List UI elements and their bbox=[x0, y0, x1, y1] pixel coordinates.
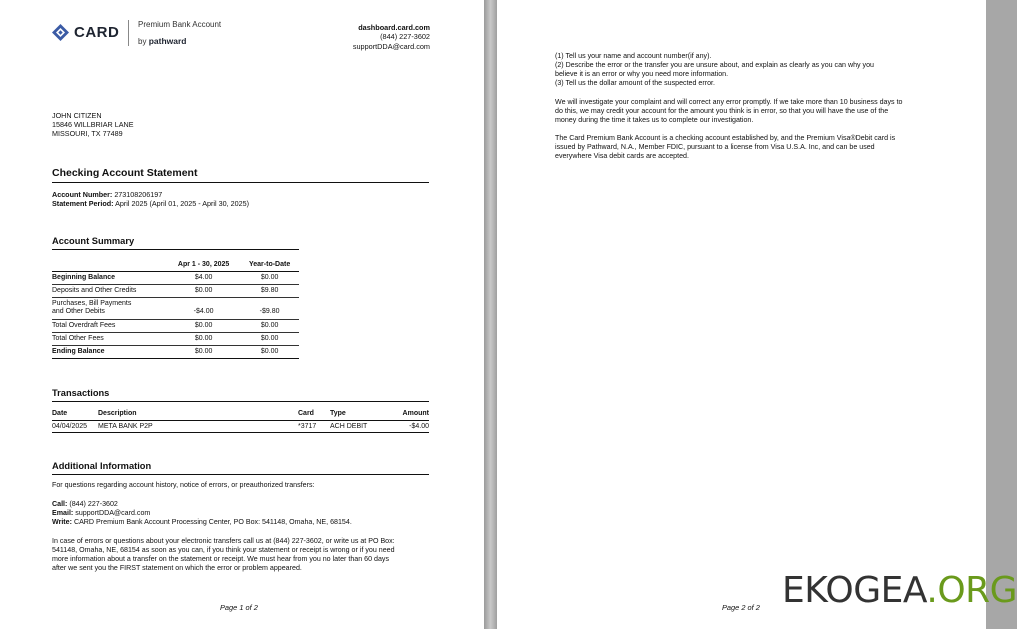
additional-intro: For questions regarding account history, notice of errors, or preauthorized transfers: bbox=[52, 481, 315, 489]
summary-header-period: Apr 1 - 30, 2025 bbox=[167, 259, 240, 271]
table-row bbox=[52, 284, 299, 297]
call-value: (844) 227-3602 bbox=[69, 500, 118, 508]
errors-paragraph bbox=[52, 537, 432, 573]
write-value: CARD Premium Bank Account Processing Center, PO Box: 541148, Omaha, NE, 68154. bbox=[73, 517, 352, 526]
account-number: 273108206197 bbox=[114, 190, 163, 199]
list-item: (3) Tell us the dollar amount of the suspected error. bbox=[555, 78, 715, 87]
summary-ytd-value: $0.00 bbox=[240, 271, 299, 284]
error-steps-list bbox=[555, 52, 940, 88]
account-summary-title: Account Summary bbox=[52, 236, 299, 250]
contact-methods bbox=[52, 500, 432, 527]
page-gutter bbox=[484, 0, 497, 629]
logo-divider bbox=[128, 20, 129, 46]
account-summary-table bbox=[52, 259, 299, 359]
summary-period-value: -$4.00 bbox=[167, 297, 240, 319]
statement-page-2 bbox=[497, 0, 986, 629]
tx-header-date: Date bbox=[52, 408, 98, 420]
contact-block bbox=[353, 23, 430, 51]
legal-paragraph bbox=[555, 134, 940, 161]
tx-amount: -$4.00 bbox=[385, 420, 429, 432]
errors-line: In case of errors or questions about your electronic transfers call us at (844) 227-3602, or write us at PO Box: bbox=[52, 537, 395, 545]
errors-line: more information about a transfer on the statement or receipt. We must hear from you no later than 60 days bbox=[52, 554, 389, 563]
tx-header-card: Card bbox=[298, 408, 330, 420]
product-name: Premium Bank Account bbox=[138, 20, 222, 29]
email-value: supportDDA@card.com bbox=[75, 508, 151, 517]
call-label: Call: bbox=[52, 500, 68, 508]
account-details bbox=[52, 190, 249, 208]
summary-label: Ending Balance bbox=[52, 345, 167, 358]
tx-header-type: Type bbox=[330, 408, 385, 420]
table-row bbox=[52, 271, 299, 284]
summary-label bbox=[52, 297, 167, 319]
list-item: (1) Tell us your name and account number(if any). bbox=[555, 52, 712, 60]
paragraph-line: money during the time it takes us to complete our investigation. bbox=[555, 115, 754, 124]
partner-line bbox=[138, 36, 186, 46]
card-diamond-icon bbox=[52, 24, 69, 41]
customer-city: MISSOURI, TX 77489 bbox=[52, 128, 123, 138]
paragraph-line: everywhere Visa debit cards are accepted. bbox=[555, 151, 689, 160]
summary-ytd-value: $0.00 bbox=[240, 332, 299, 345]
watermark-left: EKOGEA bbox=[782, 570, 927, 611]
table-row bbox=[52, 420, 429, 432]
summary-header-ytd: Year-to-Date bbox=[240, 259, 299, 271]
tx-card: *3717 bbox=[298, 420, 330, 432]
transactions-title: Transactions bbox=[52, 388, 429, 402]
card-logo bbox=[52, 24, 119, 41]
summary-ytd-value: $0.00 bbox=[240, 319, 299, 332]
customer-address bbox=[52, 112, 134, 138]
ekogea-watermark bbox=[782, 570, 1017, 611]
brand-name: CARD bbox=[74, 24, 120, 41]
summary-ytd-value: $0.00 bbox=[240, 345, 299, 358]
list-item: (2) Describe the error or the transfer you are unsure about, and explain as clearly as you can why you bbox=[555, 60, 874, 69]
additional-info-title: Additional Information bbox=[52, 461, 429, 475]
errors-line: after we sent you the FIRST statement on which the error or problem appeared. bbox=[52, 563, 302, 572]
tx-header-description: Description bbox=[98, 408, 298, 420]
contact-website: dashboard.card.com bbox=[358, 23, 430, 32]
tx-description: META BANK P2P bbox=[98, 420, 298, 432]
transactions-table bbox=[52, 408, 429, 433]
account-number-label: Account Number: bbox=[52, 190, 113, 199]
paragraph-line: do this, we may credit your account for the amount you think is in error, so that you will have the use of the bbox=[555, 106, 889, 115]
investigation-paragraph bbox=[555, 98, 940, 125]
errors-line: 541148, Omaha, NE, 68154 as soon as you can, if you think your statement or receipt is wrong or if you need bbox=[52, 545, 395, 554]
summary-period-value: $0.00 bbox=[167, 345, 240, 358]
paragraph-line: We will investigate your complaint and will correct any error promptly. If we take more than 10 business days to bbox=[555, 98, 903, 106]
watermark-right: ORG bbox=[937, 570, 1017, 611]
paragraph-line: issued by Pathward, N.A., Member FDIC, pursuant to a license from Visa U.S.A. Inc, and can be used bbox=[555, 142, 875, 151]
contact-phone: (844) 227-3602 bbox=[380, 32, 430, 42]
page-number: Page 2 of 2 bbox=[722, 603, 760, 612]
partner-name: pathward bbox=[148, 36, 187, 46]
contact-email: supportDDA@card.com bbox=[352, 41, 430, 51]
summary-ytd-value: -$9.80 bbox=[240, 297, 299, 319]
customer-street: 15846 WILLBRIAR LANE bbox=[52, 119, 134, 129]
customer-name: JOHN CITIZEN bbox=[52, 111, 102, 120]
statement-title: Checking Account Statement bbox=[52, 167, 429, 183]
email-label: Email: bbox=[52, 508, 74, 517]
tx-date: 04/04/2025 bbox=[52, 420, 98, 432]
summary-period-value: $0.00 bbox=[167, 284, 240, 297]
summary-label: Total Other Fees bbox=[52, 332, 167, 345]
summary-period-value: $0.00 bbox=[167, 332, 240, 345]
table-row bbox=[52, 332, 299, 345]
statement-page-1 bbox=[0, 0, 484, 629]
summary-period-value: $0.00 bbox=[167, 319, 240, 332]
table-row bbox=[52, 345, 299, 358]
summary-period-value: $4.00 bbox=[167, 271, 240, 284]
summary-ytd-value: $9.80 bbox=[240, 284, 299, 297]
paragraph-line: The Card Premium Bank Account is a checking account established by, and the Premium Visa®Debit card is bbox=[555, 134, 896, 142]
summary-label: Total Overdraft Fees bbox=[52, 319, 167, 332]
summary-header-blank bbox=[52, 259, 167, 271]
table-row bbox=[52, 297, 299, 319]
write-label: Write: bbox=[52, 517, 72, 526]
page-number: Page 1 of 2 bbox=[220, 603, 258, 612]
statement-period: April 2025 (April 01, 2025 - April 30, 2025) bbox=[115, 199, 249, 209]
summary-label: Deposits and Other Credits bbox=[52, 284, 167, 297]
partner-by: by bbox=[138, 37, 147, 46]
statement-period-label: Statement Period: bbox=[52, 199, 114, 209]
table-row bbox=[52, 319, 299, 332]
summary-label-line2: and Other Debits bbox=[52, 308, 105, 315]
summary-label: Beginning Balance bbox=[52, 271, 167, 284]
tx-header-amount: Amount bbox=[385, 408, 429, 420]
summary-label-line1: Purchases, Bill Payments bbox=[52, 299, 132, 307]
list-item-continued: believe it is an error or why you need more information. bbox=[555, 69, 729, 78]
tx-type: ACH DEBIT bbox=[330, 420, 385, 432]
watermark-dot: . bbox=[926, 570, 938, 611]
